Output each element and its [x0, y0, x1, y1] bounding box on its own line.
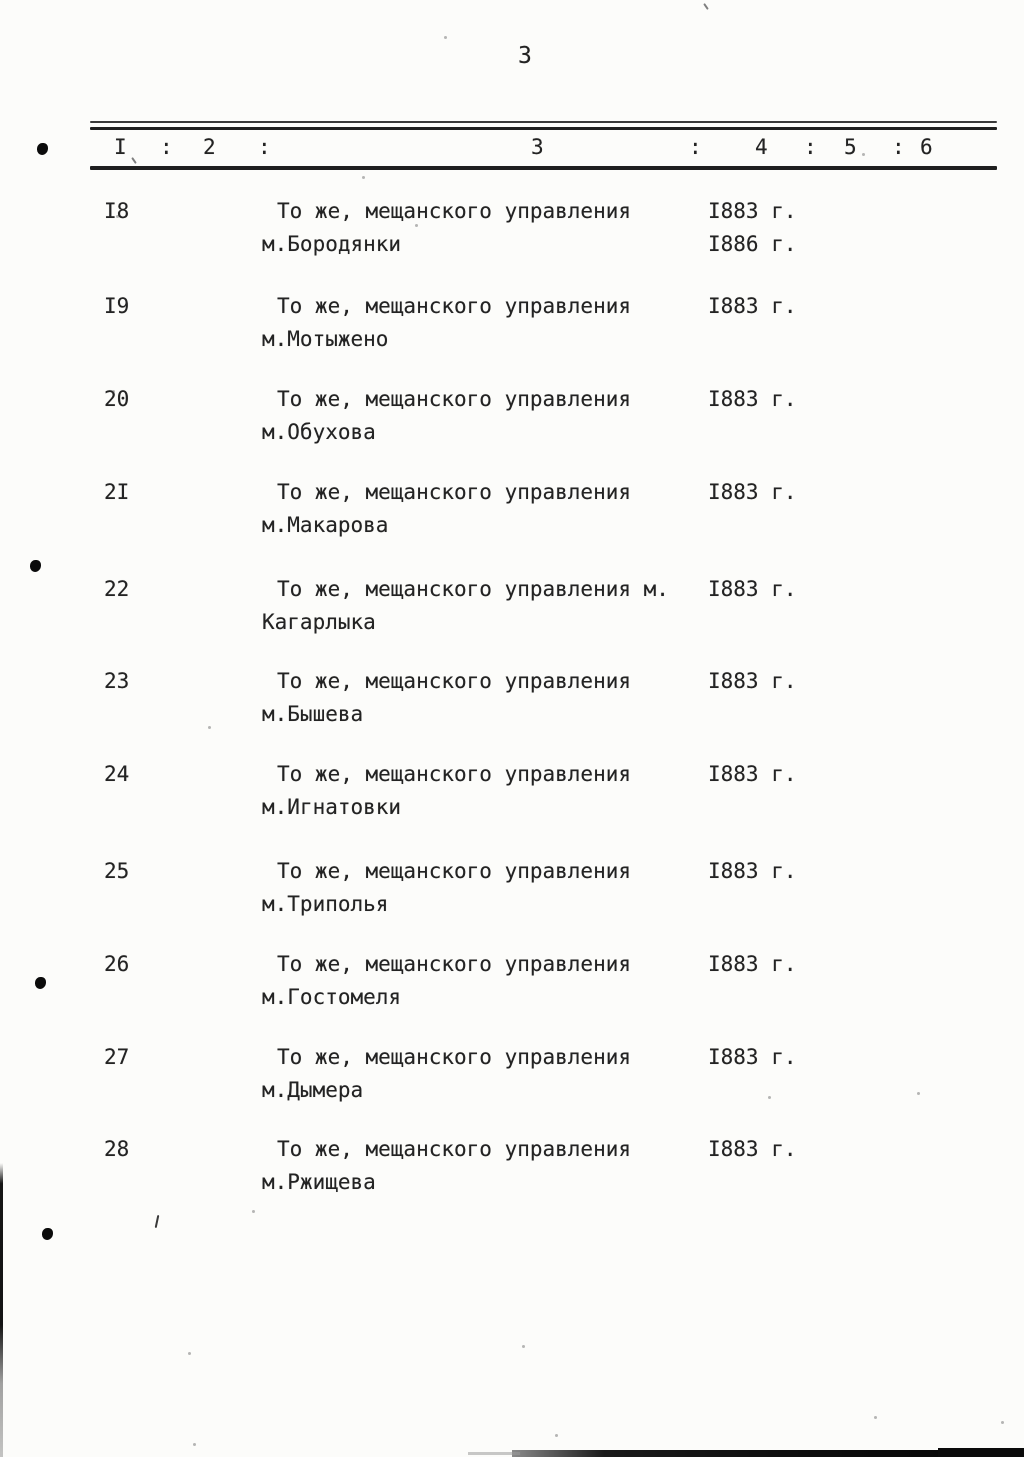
row-description-line1: То же, мещанского управления — [277, 859, 632, 883]
row-description-line1: То же, мещанского управления — [277, 669, 632, 693]
table-row — [0, 294, 1024, 366]
row-description-line2: м.Дымера — [262, 1078, 364, 1102]
scan-bottom-edge-fade — [468, 1452, 520, 1455]
column-header-5: 5 — [844, 135, 857, 159]
table-row — [0, 577, 1024, 649]
column-header-2: 2 — [203, 135, 216, 159]
row-number: 25 — [104, 859, 130, 883]
row-date: I883 г. — [708, 859, 797, 883]
table-row — [0, 387, 1024, 459]
scan-speck — [444, 36, 447, 39]
scan-speck — [874, 1416, 877, 1419]
scan-bottom-edge-band-right — [938, 1448, 1024, 1457]
row-date: I883 г. — [708, 199, 797, 223]
table-row — [0, 669, 1024, 741]
scan-speck — [555, 1434, 558, 1437]
scan-tick-mark — [703, 3, 709, 10]
scan-speck — [116, 215, 119, 218]
row-description-line2: Кагарлыка — [262, 610, 376, 634]
row-date: I883 г. — [708, 480, 797, 504]
row-description-line2: м.Триполья — [262, 892, 389, 916]
scan-speck — [193, 1443, 196, 1446]
row-description-line1: То же, мещанского управления м. — [277, 577, 669, 601]
scan-left-edge-band — [0, 1163, 3, 1457]
table-row — [0, 952, 1024, 1024]
row-date: I883 г. — [708, 952, 797, 976]
table-row — [0, 1137, 1024, 1209]
table-header-top-rule-upper — [90, 121, 997, 123]
scan-speck — [1001, 1421, 1004, 1424]
table-header-top-rule-lower — [90, 127, 997, 130]
row-description-line2: м.Ржищева — [262, 1170, 376, 1194]
margin-dot — [42, 1228, 53, 1240]
scan-speck — [208, 726, 211, 729]
table-row — [0, 1045, 1024, 1117]
row-number: 2I — [104, 480, 130, 504]
column-header-3: 3 — [531, 135, 544, 159]
column-separator: : — [258, 135, 271, 159]
row-description-line1: То же, мещанского управления — [277, 387, 632, 411]
column-separator: : — [160, 135, 173, 159]
table-row — [0, 480, 1024, 552]
row-date: I883 г. — [708, 387, 797, 411]
row-description-line2: м.Мотыжено — [262, 327, 389, 351]
scan-slash-mark — [155, 1215, 160, 1228]
row-date-2: I886 г. — [708, 232, 797, 256]
row-number: 23 — [104, 669, 130, 693]
row-number: 26 — [104, 952, 130, 976]
table-row — [0, 199, 1024, 271]
row-number: 28 — [104, 1137, 130, 1161]
column-separator: : — [892, 135, 905, 159]
row-description-line2: м.Гостомеля — [262, 985, 402, 1009]
row-description-line1: То же, мещанского управления — [277, 1045, 632, 1069]
row-description-line1: То же, мещанского управления — [277, 762, 632, 786]
margin-dot — [37, 143, 48, 155]
row-description-line1: То же, мещанского управления — [277, 1137, 632, 1161]
page-number: 3 — [518, 43, 532, 69]
scan-speck — [252, 1210, 255, 1213]
row-number: 20 — [104, 387, 130, 411]
row-number: 22 — [104, 577, 130, 601]
row-date: I883 г. — [708, 577, 797, 601]
scan-speck — [362, 176, 365, 179]
row-date: I883 г. — [708, 762, 797, 786]
row-number: I8 — [104, 199, 130, 223]
column-header-4: 4 — [755, 135, 768, 159]
row-date: I883 г. — [708, 669, 797, 693]
row-description-line2: м.Макарова — [262, 513, 389, 537]
row-description-line2: м.Бородянки — [262, 232, 402, 256]
row-date: I883 г. — [708, 1137, 797, 1161]
column-separator: : — [689, 135, 702, 159]
scan-speck — [522, 1345, 525, 1348]
scan-speck — [768, 1096, 771, 1099]
scan-speck — [188, 1352, 191, 1355]
scan-tick-mark — [131, 157, 137, 164]
table-row — [0, 762, 1024, 834]
row-description-line1: То же, мещанского управления — [277, 294, 632, 318]
row-description-line1: То же, мещанского управления — [277, 952, 632, 976]
row-description-line1: То же, мещанского управления — [277, 199, 632, 223]
table-header-bottom-rule — [90, 166, 997, 170]
column-header-6: 6 — [920, 135, 933, 159]
scan-speck — [415, 224, 418, 227]
scan-speck — [112, 390, 115, 393]
row-number: 27 — [104, 1045, 130, 1069]
row-description-line2: м.Игнатовки — [262, 795, 402, 819]
row-description-line2: м.Бышева — [262, 702, 364, 726]
row-description-line1: То же, мещанского управления — [277, 480, 632, 504]
row-number: 24 — [104, 762, 130, 786]
column-header-1: I — [114, 135, 127, 159]
column-separator: : — [804, 135, 817, 159]
row-description-line2: м.Обухова — [262, 420, 376, 444]
row-number: I9 — [104, 294, 130, 318]
row-date: I883 г. — [708, 1045, 797, 1069]
scan-speck — [917, 1092, 920, 1095]
scan-speck — [862, 153, 865, 156]
row-date: I883 г. — [708, 294, 797, 318]
margin-dot — [30, 560, 41, 572]
table-row — [0, 859, 1024, 931]
